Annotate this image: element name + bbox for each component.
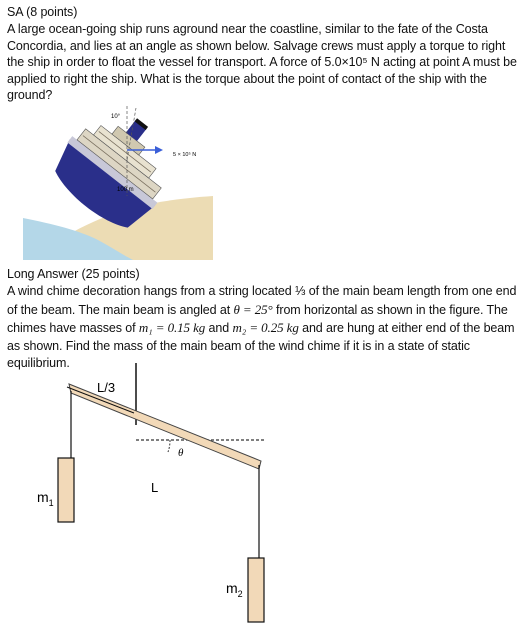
wind-chime-figure <box>37 355 290 625</box>
m2-label <box>226 580 243 599</box>
m1-label-letter: m <box>37 489 49 505</box>
la-text-part3: and <box>205 321 233 335</box>
ship-force-label: 5 × 10⁵ N <box>173 152 197 158</box>
la-text-part1: A wind chime decoration hangs from a string located ⅓ of the main beam length from one end of the beam. The main beam is angled at <box>7 284 517 317</box>
m1-label-sub: 1 <box>48 498 54 508</box>
m2-expression: m₂ = 0.25 kg <box>232 320 299 335</box>
sa-heading: SA (8 points) <box>7 5 78 19</box>
angle-arc <box>168 440 170 452</box>
theta-expression: θ = 25° <box>233 301 273 317</box>
ship-figure <box>23 100 213 260</box>
third-length-label: L/3 <box>97 380 116 395</box>
m2-label-letter: m <box>226 580 238 596</box>
force-arrow-head <box>155 146 163 154</box>
m2-label-sub: 2 <box>237 589 243 599</box>
main-beam <box>69 384 261 469</box>
m1-label <box>37 489 54 508</box>
ship-length-label: 100 m <box>117 187 134 193</box>
la-text-part2: from horizontal as shown in the figure. The chimes have masses of <box>7 302 508 335</box>
la-text-part4: and are hung at either end of the beam as shown. Find the mass of the main beam of the wind chime if it is in a state of static equilibrium. <box>7 321 515 370</box>
chime1-tube <box>58 458 74 522</box>
angle-label: θ <box>178 447 184 459</box>
la-heading: Long Answer (25 points) <box>7 267 140 281</box>
sa-question-text: A large ocean-going ship runs aground near the coastline, similar to the fate of the Costa Concordia, and lies at an angle as shown below. Salvage crews must apply a torque to right the ship in order to float the vessel for transport. A force of 5.0×10⁵ N acting at point A must be applied to right the ship. What is the torque about the point of contact of the ship with the ground? <box>7 22 517 102</box>
chime2-tube <box>248 558 264 622</box>
beam-length-label: L <box>151 480 159 495</box>
m1-expression: m₁ = 0.15 kg <box>138 320 206 335</box>
ship-angle-label: 10° <box>111 114 121 120</box>
